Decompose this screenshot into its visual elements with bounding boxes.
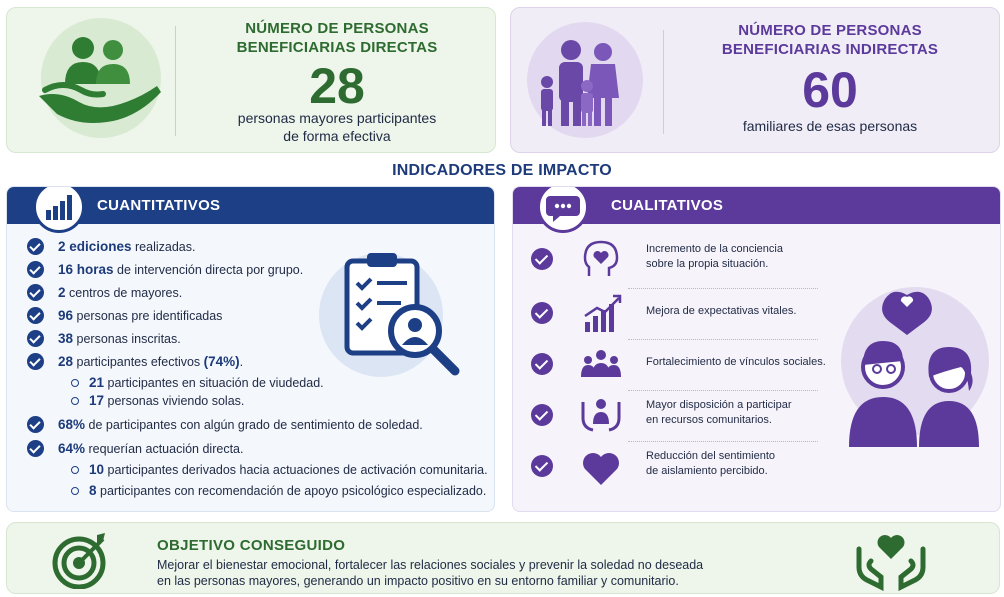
list-item [531,341,831,387]
direct-number: 28 [309,58,365,114]
list-item: 2 ediciones realizadas. [27,239,195,256]
elderly-couple-hands-icon [35,26,165,136]
check-icon [531,248,553,270]
divider [628,339,818,340]
qualitative-panel [512,186,1001,512]
check-icon [27,416,44,433]
bullet-icon [71,466,79,474]
direct-sub-line1: personas mayores participantes [237,110,437,126]
check-icon [531,455,553,477]
list-item [531,392,831,438]
indirect-title-line1: NÚMERO DE PERSONAS [738,22,922,39]
group-people-icon [579,343,623,385]
indirect-number: 60 [802,62,858,118]
qualitative-title: CUALITATIVOS [611,197,724,214]
direct-sub-line2: de forma efectiva [283,128,391,144]
list-item: 16 horas de intervención directa por grupo. [27,262,303,279]
target-arrow-icon [51,531,113,589]
check-icon [27,440,44,457]
check-icon [531,302,553,324]
divider [628,441,818,442]
list-item: 38 personas inscritas. [27,331,181,348]
objective-card [6,522,1000,594]
list-item [531,236,831,282]
list-subitem: 10 participantes derivados hacia actuaciones de activación comunitaria. [71,462,488,478]
indirect-sub-line1: familiares de esas personas [742,118,918,134]
check-icon [531,353,553,375]
qualitative-text: Mejora de expectativas vitales. [646,305,797,317]
list-subitem: 8 participantes con recomendación de apoyo psicológico especializado. [71,483,486,499]
check-icon [27,284,44,301]
direct-title-line1: NÚMERO DE PERSONAS [245,20,429,37]
list-item: 28 participantes efectivos (74%). [27,354,243,371]
objective-title: OBJETIVO CONSEGUIDO [157,537,346,554]
raised-hands-icon [579,394,623,436]
bullet-icon [71,487,79,495]
check-icon [27,353,44,370]
head-heart-icon [579,238,623,280]
list-item: 64% requerían actuación directa. [27,441,243,458]
chat-bubble-icon [537,186,589,233]
check-icon [27,261,44,278]
direct-beneficiaries-card [6,7,496,153]
clipboard-search-icon [337,249,467,389]
indirect-title-line2: BENEFICIARIAS INDIRECTAS [721,41,939,58]
list-subitem: 17 personas viviendo solas. [71,393,244,409]
divider [628,288,818,289]
hands-heart-icon [855,529,927,591]
quantitative-title: CUANTITATIVOS [97,197,221,214]
objective-text: Mejorar el bienestar emocional, fortalecer las relaciones sociales y prevenir la soledad no deseada en las personas mayores, generando un impacto positivo en su entorno familiar y comunitario. [157,558,704,588]
quantitative-panel [6,186,495,512]
family-icon [531,36,641,131]
bullet-icon [71,379,79,387]
divider [628,390,818,391]
indirect-beneficiaries-card [510,7,1000,153]
check-icon [27,238,44,255]
list-item [531,443,831,489]
list-item: 96 personas pre identificadas [27,308,222,325]
heart-icon [579,445,623,487]
list-item: 68% de participantes con algún grado de sentimiento de soledad. [27,417,423,434]
qualitative-text: Incremento de la conciencia sobre la propia situación. [646,243,783,270]
check-icon [27,307,44,324]
check-icon [531,404,553,426]
elderly-couple-heart-icon [837,287,997,455]
section-title: INDICADORES DE IMPACTO [392,162,612,179]
list-item [531,290,831,336]
direct-title-line2: BENEFICIARIAS DIRECTAS [236,39,438,56]
list-subitem: 21 participantes en situación de viudedad. [71,375,324,391]
qualitative-text: Mayor disposición a participar en recursos comunitarios. [646,399,792,426]
divider [175,26,176,136]
bullet-icon [71,397,79,405]
qualitative-text: Reducción del sentimiento de aislamiento percibido. [646,450,776,477]
list-item: 2 centros de mayores. [27,285,182,302]
check-icon [27,330,44,347]
divider [663,30,664,134]
bar-chart-icon [33,186,85,233]
qualitative-text: Fortalecimiento de vínculos sociales. [646,356,826,368]
growth-chart-icon [579,292,623,334]
